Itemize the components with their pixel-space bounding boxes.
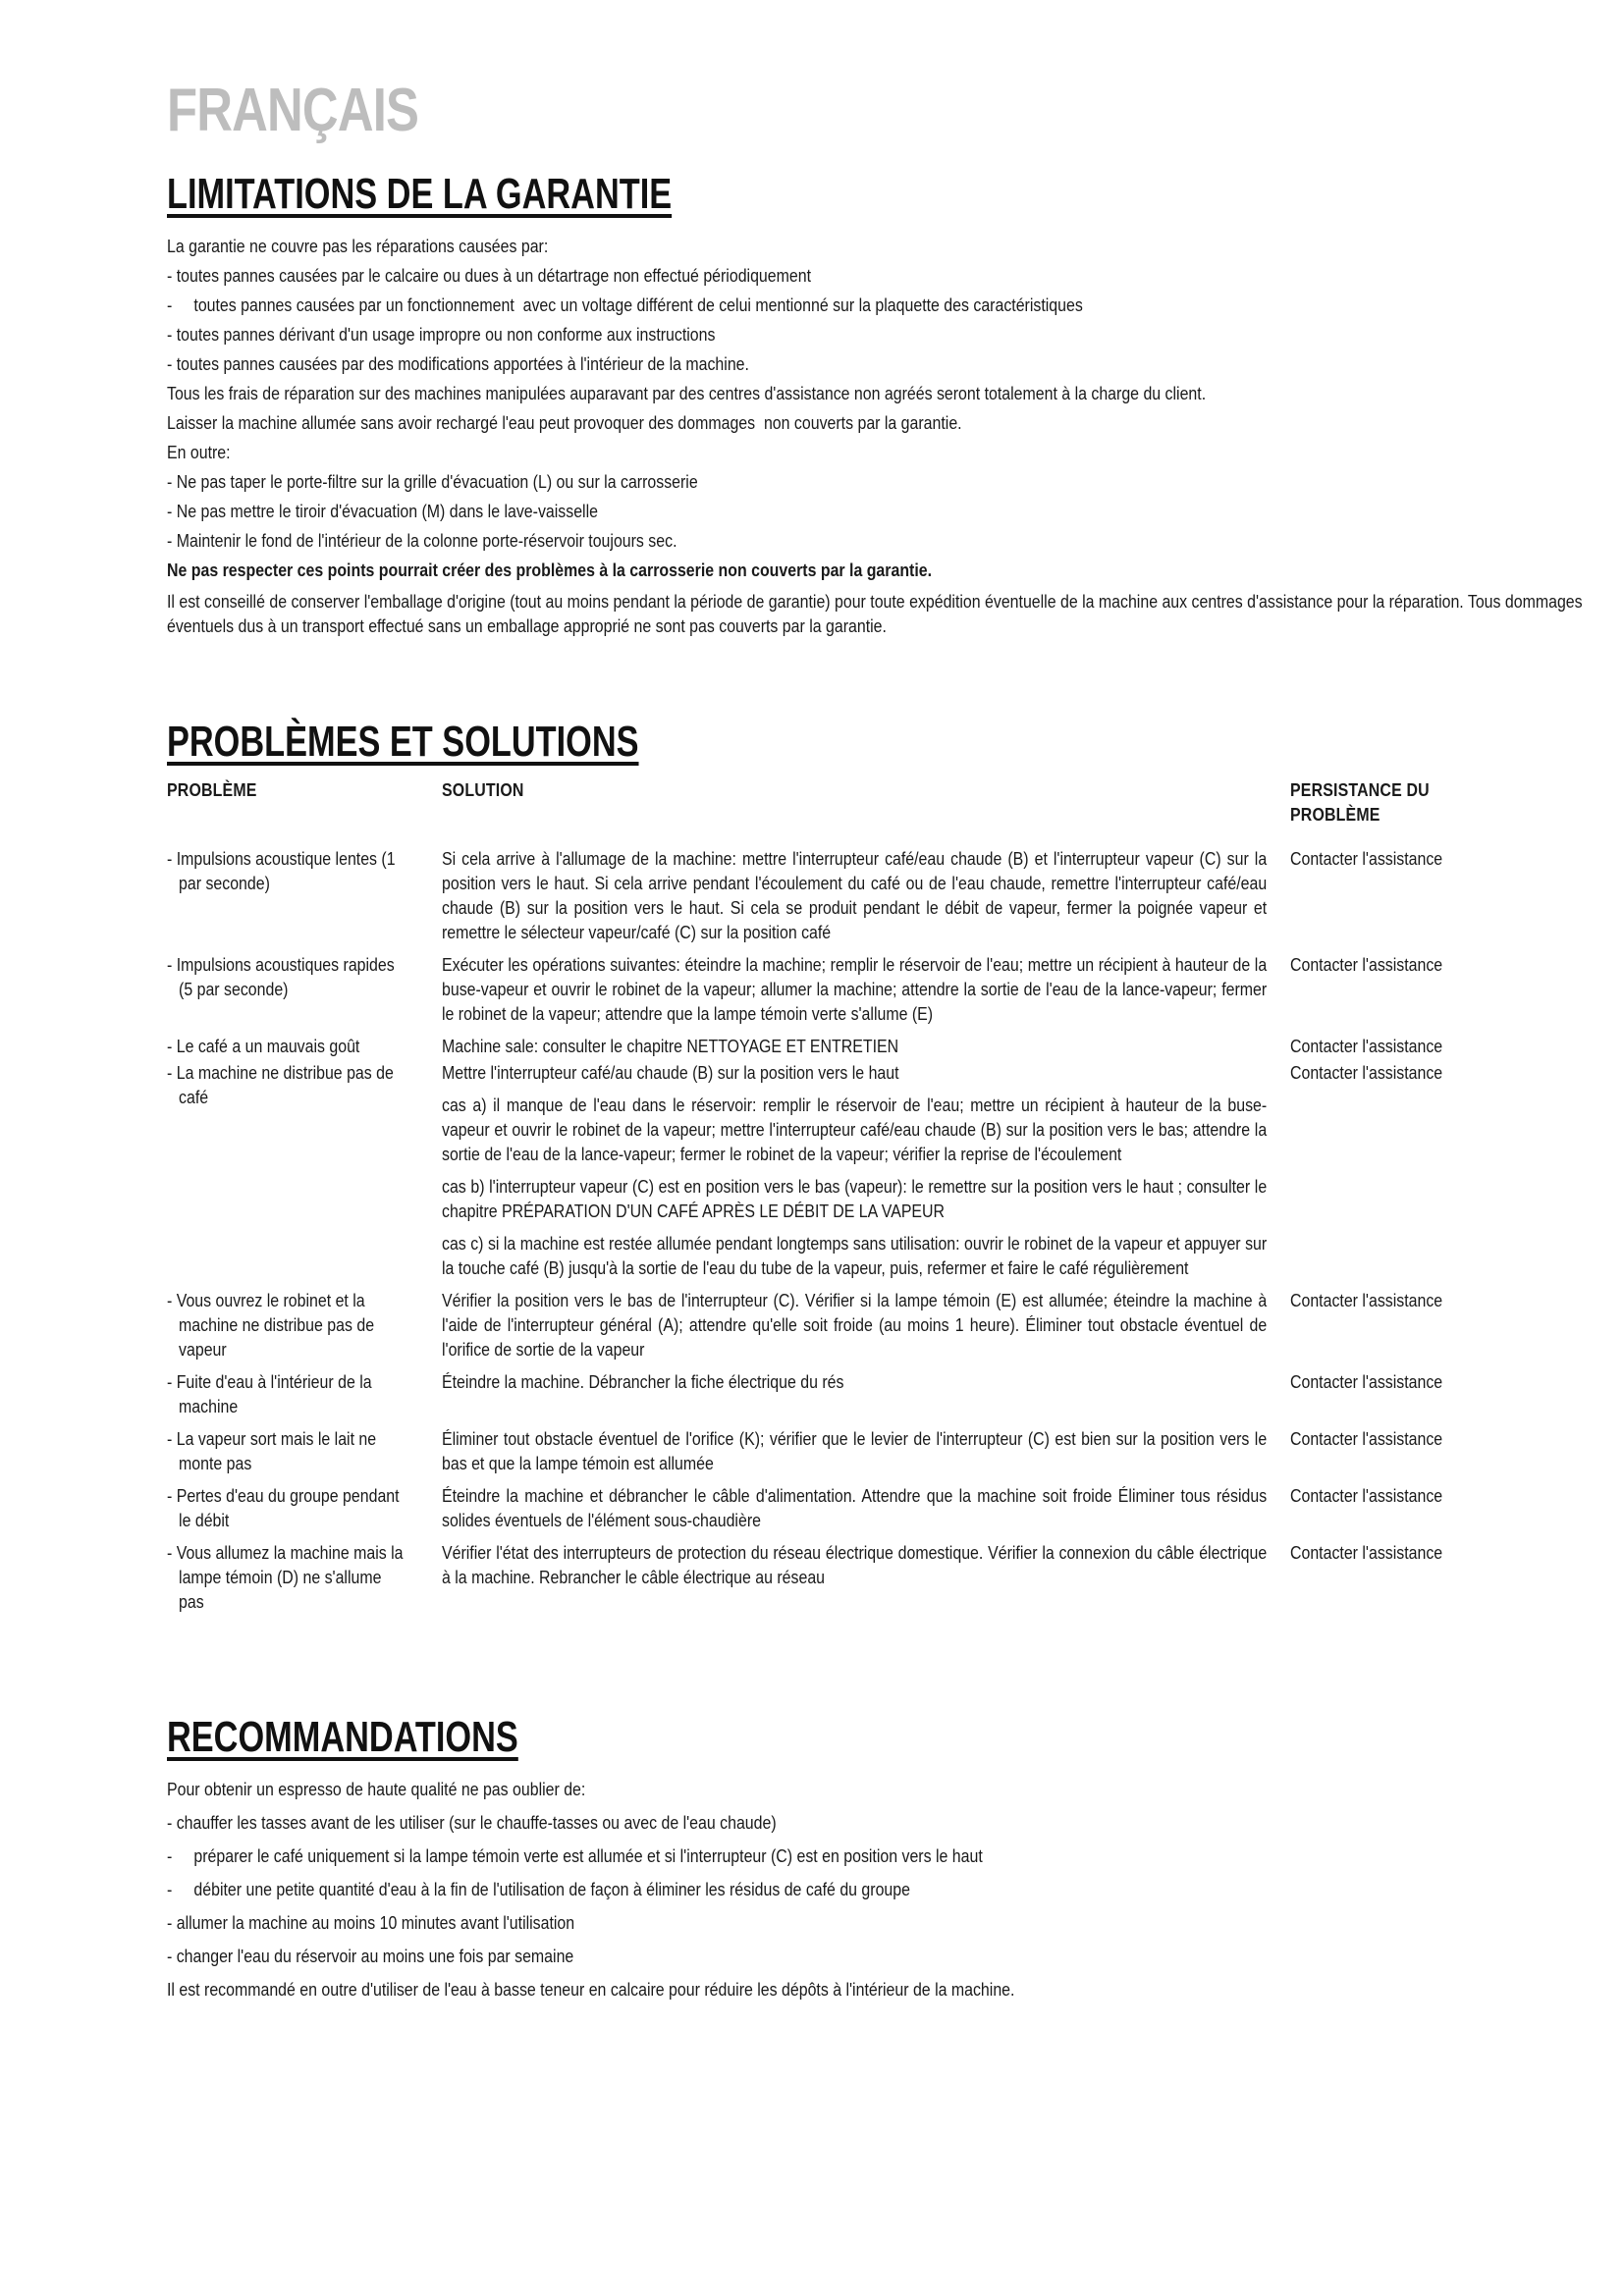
header-solution: SOLUTION: [442, 779, 524, 800]
warranty-packaging-note: Il est conseillé de conserver l'emballage d'origine (tout au moins pendant la période de garantie) pour toute expédition éventuelle de la machine aux centres d'assistance pour la réparation. Tous dommages éventuels dus à un transport effectué sans un emballage approprié ne sont pas couverts par la garantie.: [167, 591, 1583, 636]
persistence-cell: Contacter l'assistance: [1290, 1371, 1443, 1392]
table-header-row: [167, 777, 1483, 846]
problem-cell: - La vapeur sort mais le lait ne monte pas: [167, 1428, 377, 1473]
problem-cell: - Vous allumez la machine mais la lampe témoin (D) ne s'allume pas: [167, 1542, 404, 1612]
warranty-line: - Maintenir le fond de l'intérieur de la colonne porte-réservoir toujours sec.: [167, 530, 677, 551]
recommendations-title: RECOMMANDATIONS: [167, 1713, 518, 1761]
problem-cell: - Pertes d'eau du groupe pendant le débit: [167, 1485, 400, 1530]
solution-case-b: cas b) l'interrupteur vapeur (C) est en position vers le bas (vapeur): le remettre sur la position vers le haut ; consulter le chapitre PRÉPARATION D'UN CAFÉ APRÈS LE DÉBIT DE LA VAPEUR: [442, 1176, 1268, 1221]
troubleshooting-section: [167, 715, 1483, 1622]
warranty-line: - toutes pannes causées par des modifications apportées à l'intérieur de la machine.: [167, 353, 749, 374]
recommendation-line: Il est recommandé en outre d'utiliser de l'eau à basse teneur en calcaire pour réduire les dépôts à l'intérieur de la machine.: [167, 1979, 1015, 2000]
solution-cell: Éteindre la machine. Débrancher la fiche électrique du rés: [442, 1371, 844, 1392]
problem-cell: - Impulsions acoustiques rapides (5 par seconde): [167, 954, 395, 999]
solution-cell: Éteindre la machine et débrancher le câble d'alimentation. Attendre que la machine soit froide Éliminer tous résidus solides éventuels de l'élément sous-chaudière: [442, 1485, 1268, 1530]
persistence-cell: Contacter l'assistance: [1290, 1485, 1443, 1506]
table-row: [167, 1540, 1483, 1622]
warranty-line: Tous les frais de réparation sur des machines manipulées auparavant par des centres d'assistance non agréés seront totalement à la charge du client.: [167, 383, 1207, 403]
warranty-line: Laisser la machine allumée sans avoir rechargé l'eau peut provoquer des dommages non couverts par la garantie.: [167, 412, 962, 433]
recommendation-line: - chauffer les tasses avant de les utiliser (sur le chauffe-tasses ou avec de l'eau chaude): [167, 1812, 777, 1833]
table-row: [167, 846, 1483, 952]
table-row: [167, 1369, 1483, 1426]
recommendation-line: - changer l'eau du réservoir au moins une fois par semaine: [167, 1946, 574, 1966]
problem-cell: - Impulsions acoustique lentes (1 par seconde): [167, 848, 396, 893]
warranty-line: - toutes pannes causées par un fonctionnement avec un voltage différent de celui mentionné sur la plaquette des caractéristiques: [167, 294, 1083, 315]
persistence-cell: Contacter l'assistance: [1290, 1542, 1443, 1563]
recommendations-section: [167, 1710, 1483, 2006]
warranty-title: LIMITATIONS DE LA GARANTIE: [167, 170, 673, 218]
troubleshooting-table: [167, 777, 1483, 1622]
problem-cell: - Fuite d'eau à l'intérieur de la machine: [167, 1371, 372, 1416]
problem-cell: - Vous ouvrez le robinet et la machine ne distribue pas de vapeur: [167, 1290, 375, 1360]
language-heading: FRANÇAIS: [167, 77, 419, 144]
persistence-cell: Contacter l'assistance: [1290, 1428, 1443, 1449]
recommendation-line: - préparer le café uniquement si la lampe témoin verte est allumée et si l'interrupteur (C) est en position vers le haut: [167, 1845, 983, 1866]
table-row: [167, 1426, 1483, 1483]
warranty-line: - toutes pannes causées par le calcaire ou dues à un détartrage non effectué périodiquement: [167, 265, 812, 286]
solution-cell: Éliminer tout obstacle éventuel de l'orifice (K); vérifier que le levier de l'interrupteur (C) est bien sur la position vers le bas et que la lampe témoin est allumée: [442, 1428, 1268, 1473]
recommendation-line: Pour obtenir un espresso de haute qualité ne pas oublier de:: [167, 1779, 586, 1799]
persistence-cell: Contacter l'assistance: [1290, 1036, 1443, 1056]
warranty-line: En outre:: [167, 442, 231, 462]
solution-case-a: cas a) il manque de l'eau dans le réservoir: remplir le réservoir de l'eau; mettre un récipient à hauteur de la buse-vapeur et ouvrir le robinet de la vapeur; mettre l'interrupteur café/eau chaude (B) sur la position vers le bas; attendre la sortie de l'eau de la lance-vapeur; fermer le robinet de la vapeur; vérifier la reprise de l'écoulement: [442, 1095, 1268, 1164]
table-row: [167, 952, 1483, 1034]
header-persistance: PERSISTANCE DU PROBLÈME: [1290, 779, 1430, 825]
table-row: [167, 1483, 1483, 1540]
solution-main: Mettre l'interrupteur café/au chaude (B) sur la position vers le haut: [442, 1062, 899, 1083]
recommendation-line: - allumer la machine au moins 10 minutes avant l'utilisation: [167, 1912, 575, 1933]
solution-cell: Si cela arrive à l'allumage de la machine: mettre l'interrupteur café/eau chaude (B) et l'interrupteur vapeur (C) sur la position vers le haut. Si cela arrive pendant l'écoulement du café ou de l'eau chaude, remettre l'interrupteur café/eau chaude (B) sur la position vers le haut. Si cela se produit pendant le débit de vapeur, fermer la poignée vapeur et remettre le sélecteur vapeur/café (C) sur la position café: [442, 848, 1268, 942]
problem-cell: - Le café a un mauvais goût: [167, 1036, 360, 1056]
solution-cell: Vérifier l'état des interrupteurs de protection du réseau électrique domestique. Vérifier la connexion du câble électrique à la machine. Rebrancher le câble électrique au réseau: [442, 1542, 1268, 1587]
persistence-cell: Contacter l'assistance: [1290, 1290, 1443, 1310]
solution-cell: Vérifier la position vers le bas de l'interrupteur (C). Vérifier si la lampe témoin (E) est allumée; éteindre la machine à l'aide de l'interrupteur général (A); attendre qu'elle soit froide (au moins 1 heure). Éliminer tout obstacle éventuel de l'orifice de sortie de la vapeur: [442, 1290, 1268, 1360]
document-page: [167, 77, 1583, 2006]
warranty-section: [167, 167, 1583, 638]
solution-cell: Machine sale: consulter le chapitre NETTOYAGE ET ENTRETIEN: [442, 1036, 899, 1056]
table-row: [167, 1034, 1483, 1060]
solution-cell: [442, 1060, 1290, 1288]
warranty-bold-note: Ne pas respecter ces points pourrait créer des problèmes à la carrosserie non couverts par la garantie.: [167, 560, 933, 580]
persistence-cell: Contacter l'assistance: [1290, 954, 1443, 975]
warranty-line: - Ne pas taper le porte-filtre sur la grille d'évacuation (L) ou sur la carrosserie: [167, 471, 698, 492]
warranty-line: - toutes pannes dérivant d'un usage impropre ou non conforme aux instructions: [167, 324, 716, 345]
table-row: [167, 1060, 1483, 1288]
table-row: [167, 1288, 1483, 1369]
troubleshooting-title: PROBLÈMES ET SOLUTIONS: [167, 718, 639, 766]
header-probleme: PROBLÈME: [167, 779, 257, 800]
recommendation-line: - débiter une petite quantité d'eau à la fin de l'utilisation de façon à éliminer les résidus de café du groupe: [167, 1879, 910, 1899]
solution-case-c: cas c) si la machine est restée allumée pendant longtemps sans utilisation: ouvrir le robinet de la vapeur et appuyer sur la touche café (B) jusqu'à la sortie de l'eau du tube de la vapeur, puis, refermer et faire le café régulièrement: [442, 1233, 1268, 1278]
persistence-cell: Contacter l'assistance: [1290, 1062, 1443, 1083]
problem-cell: - La machine ne distribue pas de café: [167, 1062, 394, 1107]
solution-cell: Exécuter les opérations suivantes: éteindre la machine; remplir le réservoir de l'eau; mettre un récipient à hauteur de la buse-vapeur et ouvrir le robinet de la vapeur; allumer la machine; attendre la sortie de l'eau de la lance-vapeur; fermer le robinet de la vapeur; attendre que la lampe témoin verte s'allume (E): [442, 954, 1268, 1024]
persistence-cell: Contacter l'assistance: [1290, 848, 1443, 869]
warranty-line: - Ne pas mettre le tiroir d'évacuation (M) dans le lave-vaisselle: [167, 501, 598, 521]
warranty-line: La garantie ne couvre pas les réparations causées par:: [167, 236, 549, 256]
